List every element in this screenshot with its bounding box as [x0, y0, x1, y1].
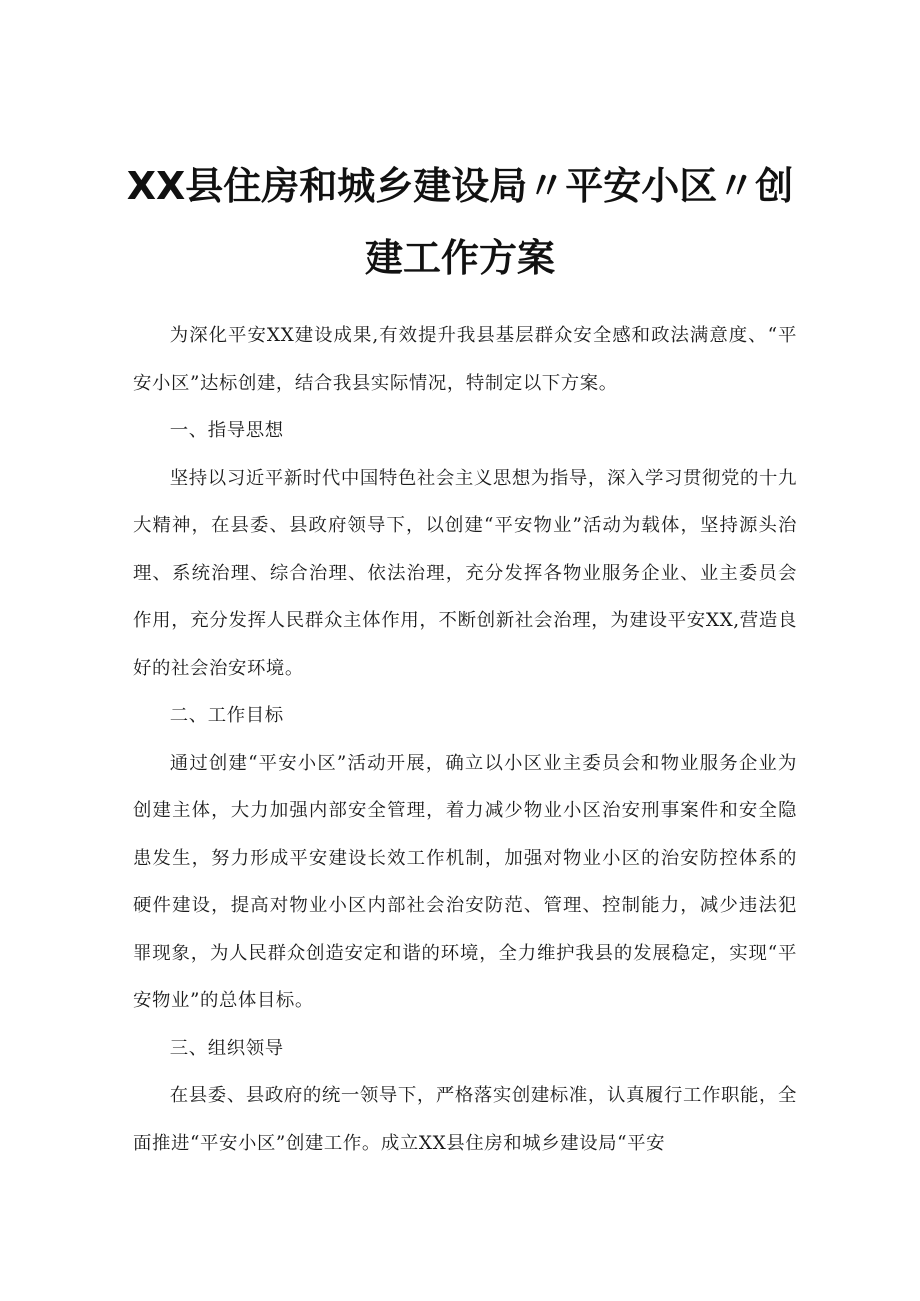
section-heading-work-goals: 二、工作目标: [169, 705, 284, 726]
title-line-2: 建工作方案: [364, 236, 555, 280]
guiding-ideology-paragraph: 坚持以习近平新时代中国特色社会主义思想为指导，深入学习贯彻党的十九大精神，在县委、县政府领导下，以创建“平安物业”活动为载体，坚持源头治理、系统治理、综合治理、依法治理，充分发挥各物业服务企业、业主委员会作用，充分发挥人民群众主体作用，不断创新社会治理，为建设平安XX,营造良好的社会治安环境。: [133, 467, 797, 679]
title-line-1: XX县住房和城乡建设局〃平安小区〃创: [126, 164, 794, 208]
document-title: [120, 150, 800, 294]
section-heading-organization: 三、组织领导: [169, 1037, 284, 1059]
work-goals-paragraph: 通过创建“平安小区”活动开展，确立以小区业主委员会和物业服务企业为创建主体，大力加强内部安全管理，着力减少物业小区治安刑事案件和安全隐患发生，努力形成平安建设长效工作机制，加强对物业小区的治安防控体系的硬件建设，提高对物业小区内部社会治安防范、管理、控制能力，减少违法犯罪现象，为人民群众创造安定和谐的环境，全力维护我县的发展稳定，实现“平安物业”的总体目标。: [133, 752, 797, 1011]
document-body: [133, 312, 797, 1167]
intro-paragraph: 为深化平安XX建设成果,有效提升我县基层群众安全感和政法满意度、“平安小区”达标创建，结合我县实际情况，特制定以下方案。: [133, 325, 797, 394]
section-heading-guiding-ideology: 一、指导思想: [169, 420, 284, 441]
organization-paragraph: 在县委、县政府的统一领导下，严格落实创建标准，认真履行工作职能，全面推进“平安小区”创建工作。成立XX县住房和城乡建设局“平安: [133, 1085, 797, 1154]
